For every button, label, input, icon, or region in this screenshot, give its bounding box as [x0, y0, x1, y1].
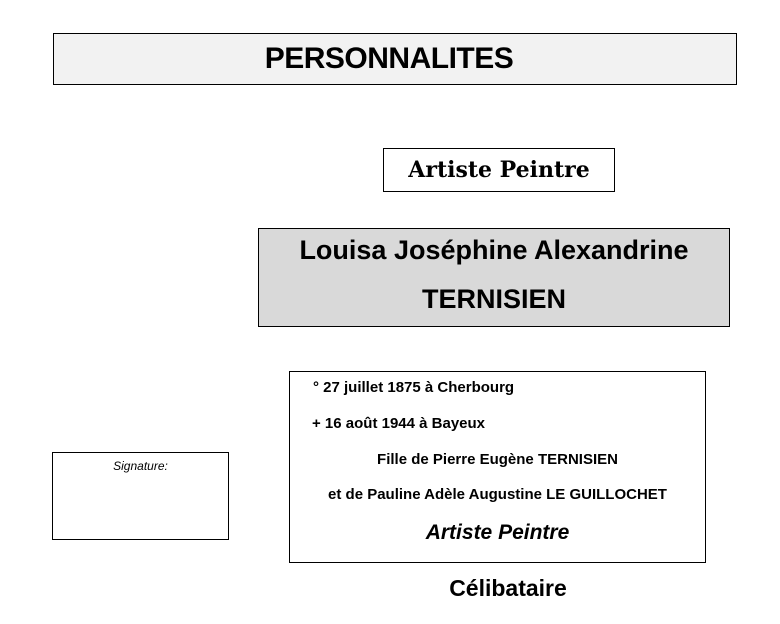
father-line: Fille de Pierre Eugène TERNISIEN	[377, 451, 618, 468]
profession-line: Artiste Peintre	[425, 521, 570, 544]
given-names: Louisa Joséphine Alexandrine	[299, 235, 689, 265]
signature-box	[52, 452, 229, 540]
name-box	[258, 228, 730, 327]
mother-line: et de Pauline Adèle Augustine LE GUILLOCHET	[328, 486, 667, 503]
signature-label: Signature:	[113, 459, 168, 473]
surname: TERNISIEN	[421, 284, 567, 314]
marital-status: Célibataire	[449, 575, 567, 601]
biography-box	[289, 371, 706, 563]
birth-line: ° 27 juillet 1875 à Cherbourg	[313, 379, 515, 396]
profession-label: Artiste Peintre	[408, 157, 590, 183]
death-line: + 16 août 1944 à Bayeux	[312, 415, 486, 432]
profession-box	[383, 148, 615, 192]
page-header	[53, 33, 737, 85]
page-title: PERSONNALITES	[264, 42, 514, 75]
